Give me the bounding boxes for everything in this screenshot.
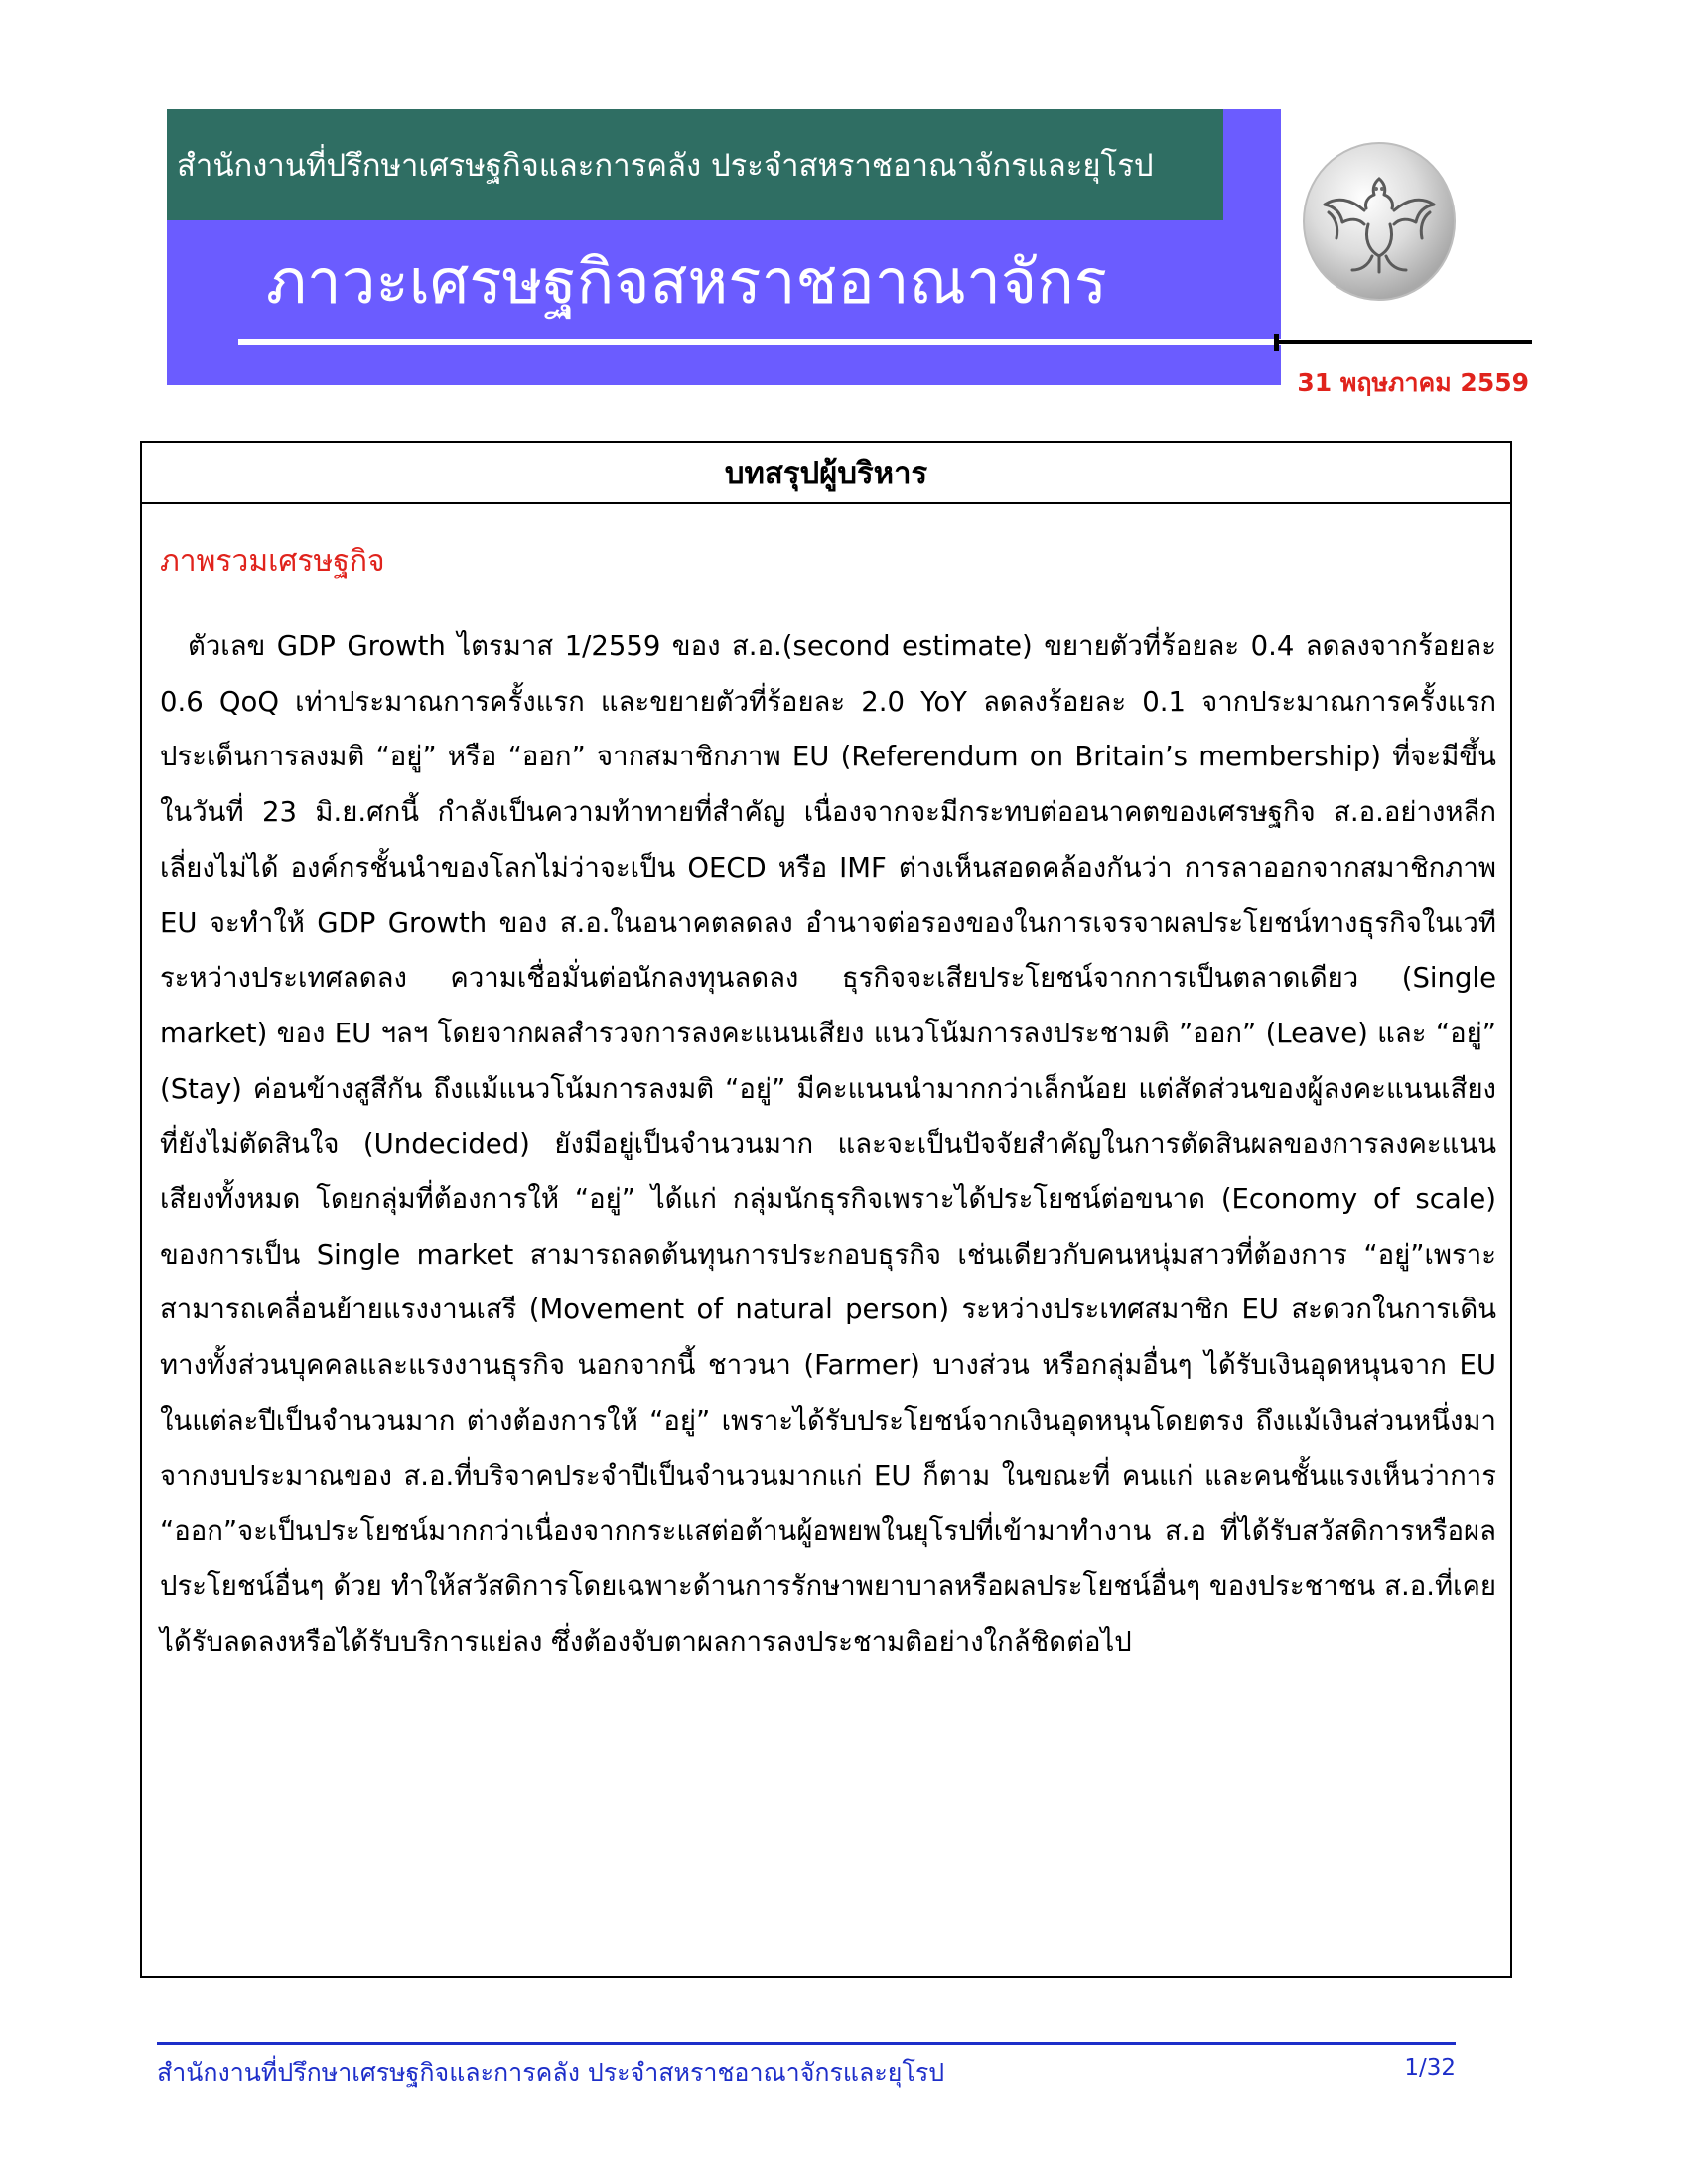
section-title: ภาพรวมเศรษฐกิจ — [160, 544, 385, 579]
summary-heading — [142, 443, 1510, 504]
executive-summary-box — [140, 441, 1512, 1978]
page-number: 1/32 — [1404, 2055, 1456, 2081]
footer-divider — [157, 2042, 1456, 2045]
header-org-name: สำนักงานที่ปรึกษาเศรษฐกิจและการคลัง ประจำสหราชอาณาจักรและยุโรป — [177, 148, 1154, 184]
summary-heading-text: บทสรุปผู้บริหาร — [724, 456, 928, 491]
header-divider — [238, 339, 1281, 345]
header-rule — [1274, 340, 1532, 344]
report-date: 31 พฤษภาคม 2559 — [1297, 368, 1529, 397]
page-title: ภาวะเศรษฐกิจสหราชอาณาจักร — [266, 245, 1108, 318]
summary-body-text: ตัวเลข GDP Growth ไตรมาส 1/2559 ของ ส.อ.(second estimate) ขยายตัวที่ร้อยละ 0.4 ลดลงจากร้อยละ 0.6 QoQ เท่าประมาณการครั้งแรก และขยายตัวที่ร้อยละ 2.0 YoY ลดลงร้อยละ 0.1 จากประมาณการครั้งแรก ประเด็นการลงมติ “อยู่” หรือ “ออก” จากสมาชิกภาพ EU (Referendum on Britain’s membership) ที่จะมีขึ้นในวันที่ 23 มิ.ย.ศกนี้ กำลังเป็นความท้าทายที่สำคัญ เนื่องจากจะมีกระทบต่ออนาคตของเศรษฐกิจ ส.อ.อย่างหลีกเลี่ยงไม่ได้ องค์กรชั้นนำของโลกไม่ว่าจะเป็น OECD หรือ IMF ต่างเห็นสอดคล้องกันว่า การลาออกจากสมาชิกภาพ EU จะทำให้ GDP Growth ของ ส.อ.ในอนาคตลดลง อำนาจต่อรองของในการเจรจาผลประโยชน์ทางธุรกิจในเวทีระหว่างประเทศลดลง ความเชื่อมั่นต่อนักลงทุนลดลง ธุรกิจจะเสียประโยชน์จากการเป็นตลาดเดียว (Single market) ของ EU ฯลฯ โดยจากผลสำรวจการลงคะแนนเสียง แนวโน้มการลงประชามติ ”ออก” (Leave) และ “อยู่” (Stay) ค่อนข้างสูสีกัน ถึงแม้แนวโน้มการลงมติ “อยู่” มีคะแนนนำมากกว่าเล็กน้อย แต่สัดส่วนของผู้ลงคะแนนเสียงที่ยังไม่ตัดสินใจ (Undecided) ยังมีอยู่เป็นจำนวนมาก และจะเป็นปัจจัยสำคัญในการตัดสินผลของการลงคะแนนเสียงทั้งหมด โดยกลุ่มที่ต้องการให้ “อยู่” ได้แก่ กลุ่มนักธุรกิจเพราะได้ประโยชน์ต่อขนาด (Economy of scale) ของการเป็น Single market สามารถลดต้นทุนการประกอบธุรกิจ เช่นเดียวกับคนหนุ่มสาวที่ต้องการ “อยู่”เพราะสามารถเคลื่อนย้ายแรงงานเสรี (Movement of natural person) ระหว่างประเทศสมาชิก EU สะดวกในการเดินทางทั้งส่วนบุคคลและแรงงานธุรกิจ นอกจากนี้ ชาวนา (Farmer) บางส่วน หรือกลุ่มอื่นๆ ได้รับเงินอุดหนุนจาก EU ในแต่ละปีเป็นจำนวนมาก ต่างต้องการให้ “อยู่” เพราะได้รับประโยชน์จากเงินอุดหนุนโดยตรง ถึงแม้เงินส่วนหนึ่งมาจากงบประมาณของ ส.อ.ที่บริจาคประจำปีเป็นจำนวนมากแก่ EU ก็ตาม ในขณะที่ คนแก่ และคนชั้นแรงเห็นว่าการ “ออก”จะเป็นประโยชน์มากกว่าเนื่องจากกระแสต่อต้านผู้อพยพในยุโรปที่เข้ามาทำงาน ส.อ ที่ได้รับสวัสดิการหรือผลประโยชน์อื่นๆ ด้วย ทำให้สวัสดิการโดยเฉพาะด้านการรักษาพยาบาลหรือผลประโยชน์อื่นๆ ของประชาชน ส.อ.ที่เคยได้รับลดลงหรือได้รับบริการแย่ลง ซึ่งต้องจับตาผลการลงประชามติอย่างใกล้ชิดต่อไป — [160, 630, 1496, 1658]
footer-org-name: สำนักงานที่ปรึกษาเศรษฐกิจและการคลัง ประจำสหราชอาณาจักรและยุโรป — [157, 2058, 945, 2087]
garuda-seal-icon — [1299, 139, 1460, 304]
header-org-bar — [167, 109, 1223, 220]
